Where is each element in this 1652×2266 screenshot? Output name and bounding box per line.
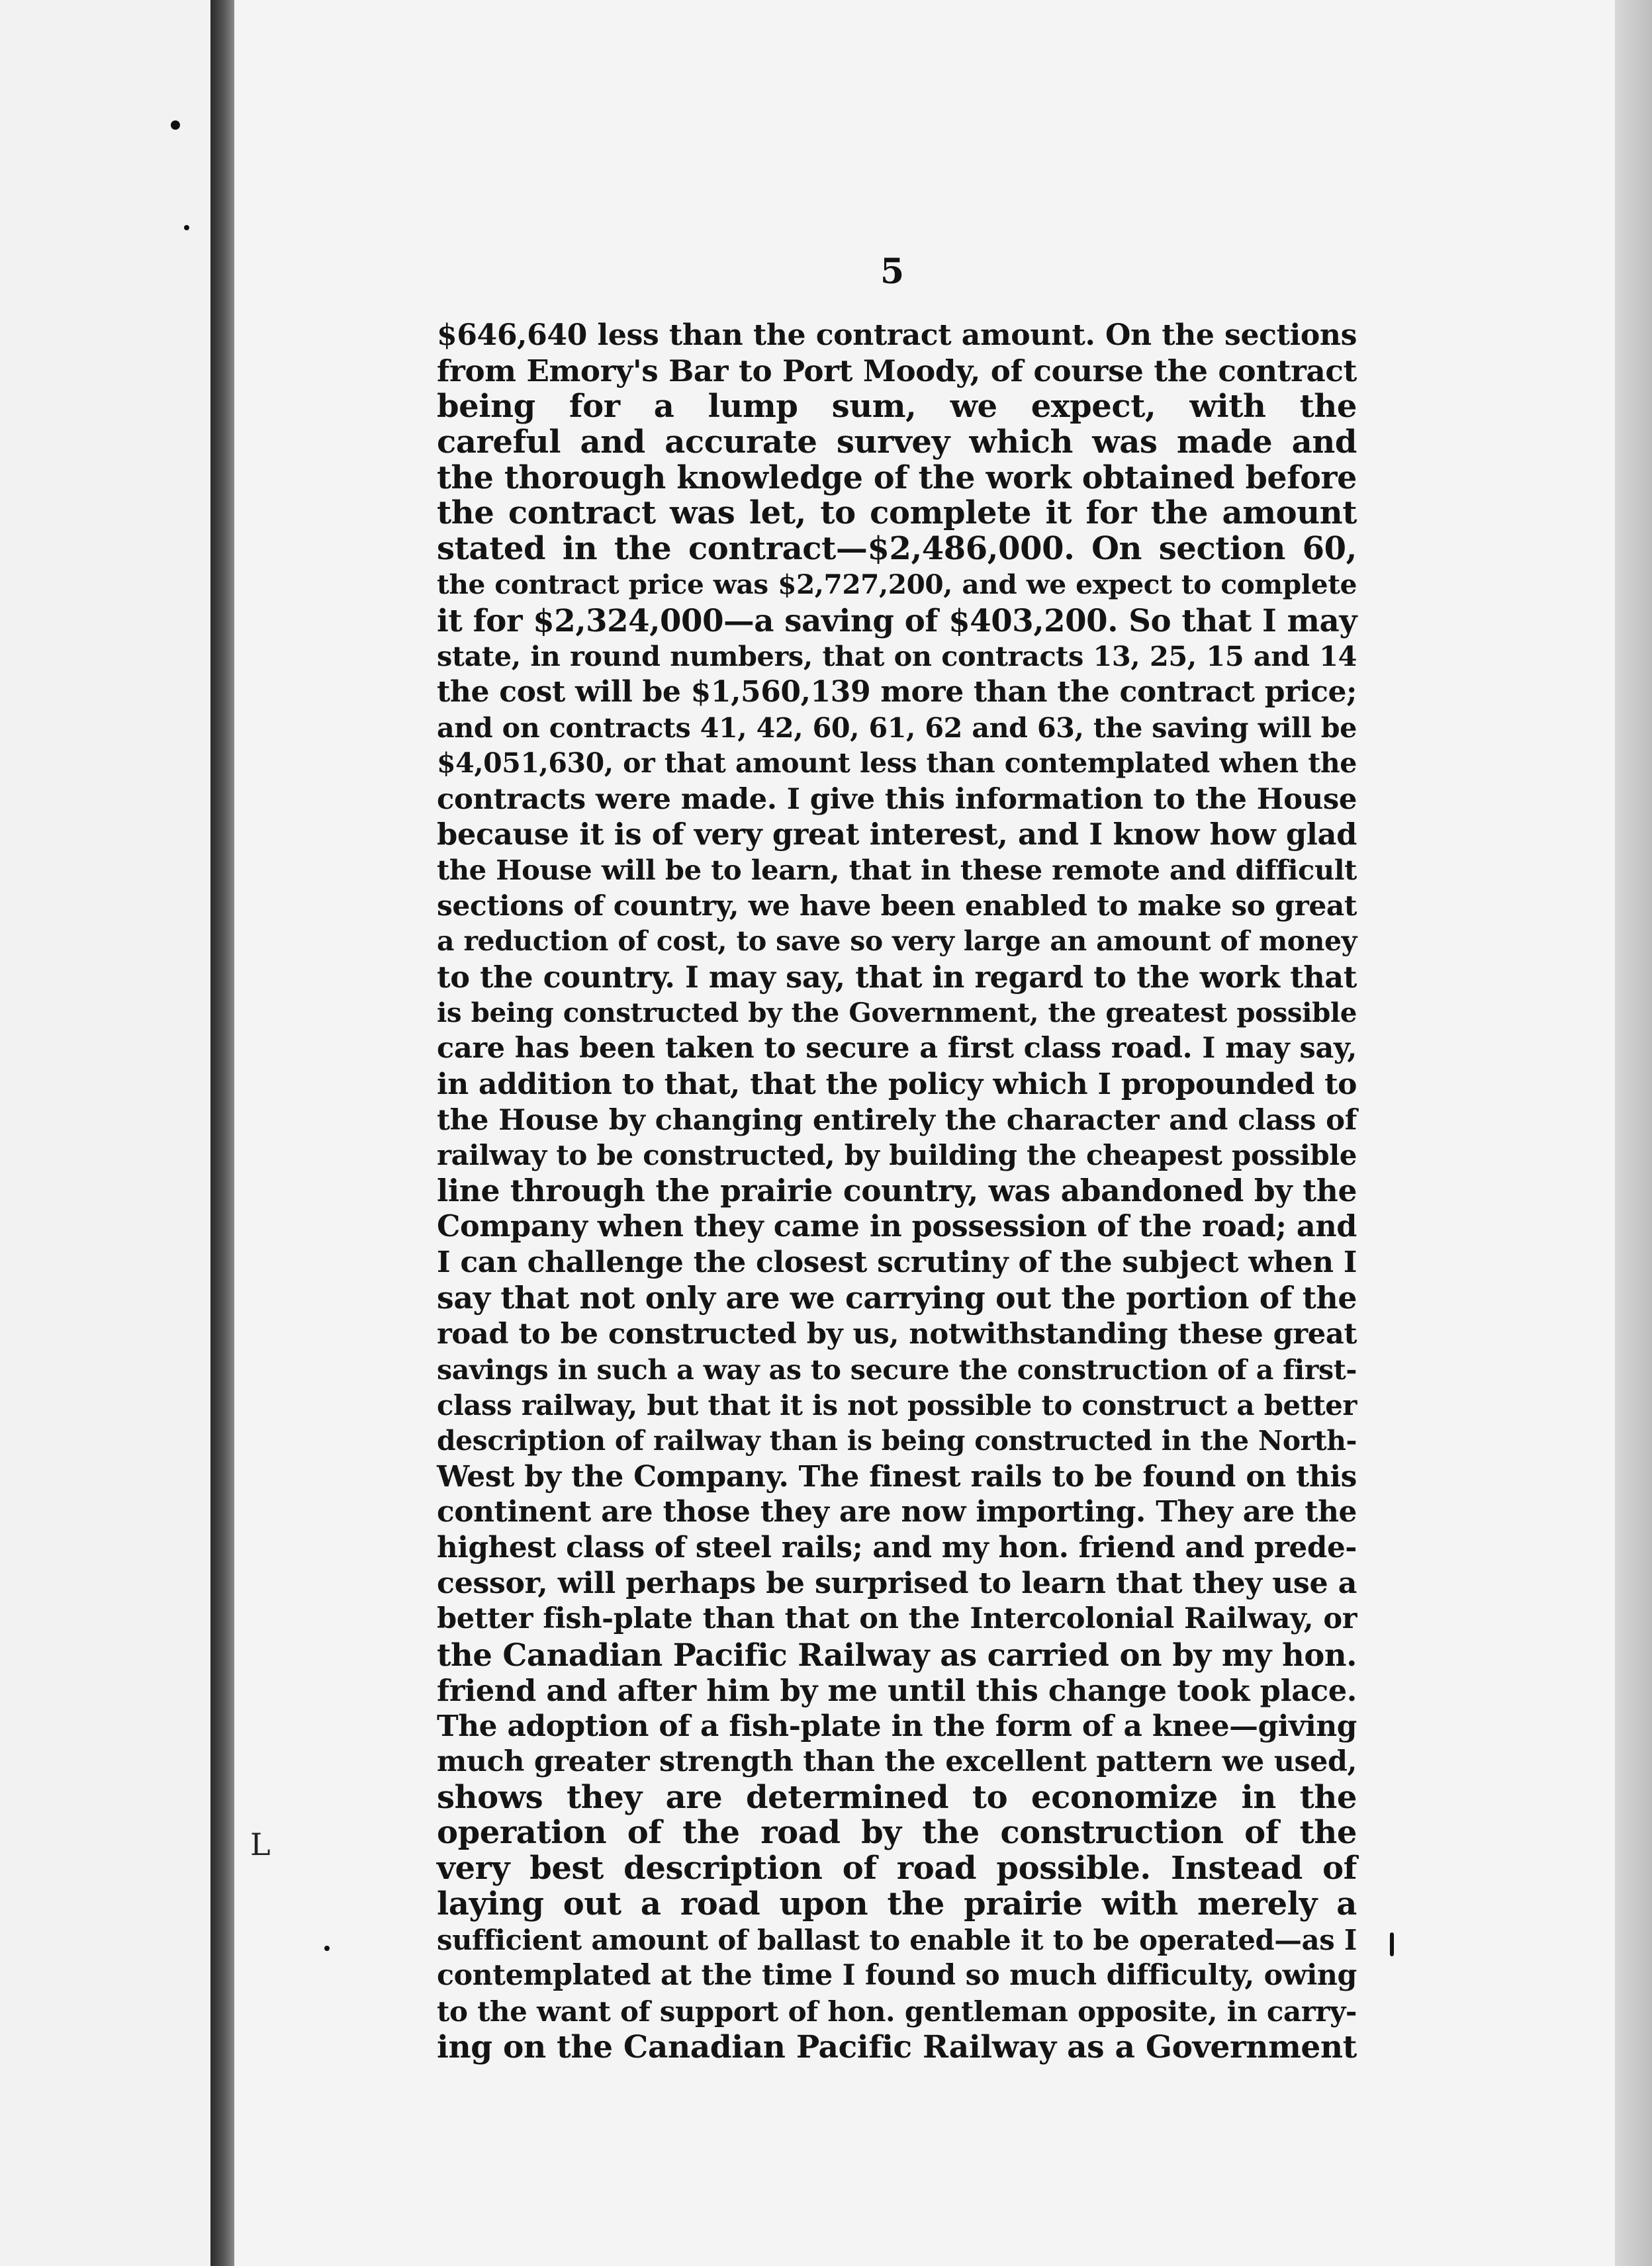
- text-line: state, in round numbers, that on contracts 13, 25, 15 and 14: [437, 640, 1357, 673]
- text-line: better fish-plate than that on the Intercolonial Railway, or: [437, 1602, 1357, 1636]
- text-line: to the want of support of hon. gentleman opposite, in carry-: [437, 1995, 1357, 2028]
- text-line: line through the prairie country, was abandoned by the: [437, 1173, 1357, 1209]
- text-line: contemplated at the time I found so much difficulty, owing: [437, 1958, 1357, 1992]
- text-line: being for a lump sum, we expect, with the: [437, 387, 1357, 425]
- text-line: much greater strength than the excellent pattern we used,: [437, 1745, 1357, 1778]
- text-line: railway to be constructed, by building the cheapest possible: [437, 1139, 1357, 1172]
- text-line: from Emory's Bar to Port Moody, of course the contract: [437, 353, 1357, 388]
- body-text: [437, 318, 1357, 2065]
- text-line: $646,640 less than the contract amount. On the sections: [437, 318, 1357, 352]
- page-speck: [324, 1946, 330, 1951]
- text-line: continent are those they are now importing. They are the: [437, 1495, 1357, 1529]
- text-line: it for $2,324,000—a saving of $403,200. So that I may: [437, 602, 1357, 639]
- text-line: careful and accurate survey which was made and: [437, 423, 1357, 461]
- text-line: a reduction of cost, to save so very large an amount of money: [437, 925, 1357, 958]
- text-line: cessor, will perhaps be surprised to learn that they use a: [437, 1566, 1357, 1601]
- text-line: care has been taken to secure a first class road. I may say,: [437, 1031, 1357, 1065]
- text-line: $4,051,630, or that amount less than contemplated when the: [437, 747, 1357, 779]
- text-line: road to be constructed by us, notwithstanding these great: [437, 1316, 1357, 1351]
- text-line: in addition to that, that the policy which I propounded to: [437, 1067, 1357, 1101]
- page-number: 5: [880, 251, 905, 292]
- text-line: laying out a road upon the prairie with merely a: [437, 1885, 1357, 1923]
- text-line: operation of the road by the construction of the: [437, 1814, 1357, 1852]
- text-line: and on contracts 41, 42, 60, 61, 62 and 63, the saving will be: [437, 711, 1357, 744]
- text-line: is being constructed by the Government, the greatest possible: [437, 996, 1357, 1028]
- text-line: the contract was let, to complete it for the amount: [437, 494, 1357, 532]
- margin-mark: L: [250, 1827, 271, 1862]
- text-line: the House will be to learn, that in these remote and difficult: [437, 854, 1357, 887]
- text-line: to the country. I may say, that in regard to the work that: [437, 960, 1357, 995]
- page-speck: [184, 225, 189, 230]
- text-line: shows they are determined to economize in the: [437, 1778, 1357, 1816]
- text-line: friend and after him by me until this change took place.: [437, 1672, 1357, 1708]
- text-line: the contract price was $2,727,200, and we expect to complete: [437, 568, 1357, 601]
- page-speck: [1390, 1932, 1394, 1956]
- text-line: the thorough knowledge of the work obtained before: [437, 459, 1357, 496]
- text-line: description of railway than is being constructed in the North-: [437, 1424, 1357, 1457]
- text-line: the House by changing entirely the character and class of: [437, 1103, 1357, 1137]
- text-line: ing on the Canadian Pacific Railway as a Government: [437, 2028, 1357, 2065]
- text-line: contracts were made. I give this information to the House: [437, 782, 1357, 816]
- text-line: highest class of steel rails; and my hon. friend and prede-: [437, 1531, 1357, 1565]
- text-line: class railway, but that it is not possible to construct a better: [437, 1388, 1357, 1422]
- text-line: sections of country, we have been enabled to make so great: [437, 889, 1357, 923]
- text-line: sufficient amount of ballast to enable it to be operated—as I: [437, 1924, 1357, 1957]
- page-edge: [1615, 0, 1652, 2266]
- text-line: The adoption of a fish-plate in the form of a knee—giving: [437, 1709, 1357, 1743]
- text-line: because it is of very great interest, and I know how glad: [437, 817, 1357, 852]
- left-page: [0, 0, 210, 2266]
- text-line: very best description of road possible. Instead of: [437, 1850, 1357, 1887]
- text-line: I can challenge the closest scrutiny of the subject when I: [437, 1246, 1357, 1280]
- text-line: savings in such a way as to secure the construction of a first-: [437, 1353, 1357, 1386]
- text-line: say that not only are we carrying out the portion of the: [437, 1280, 1357, 1316]
- text-line: the cost will be $1,560,139 more than the contract price;: [437, 674, 1357, 709]
- text-line: West by the Company. The finest rails to be found on this: [437, 1459, 1357, 1494]
- text-line: the Canadian Pacific Railway as carried on by my hon.: [437, 1636, 1357, 1673]
- book-gutter: [210, 0, 234, 2266]
- text-line: Company when they came in possession of the road; and: [437, 1209, 1357, 1244]
- page-speck: [171, 120, 180, 130]
- text-line: stated in the contract—$2,486,000. On section 60,: [437, 530, 1357, 568]
